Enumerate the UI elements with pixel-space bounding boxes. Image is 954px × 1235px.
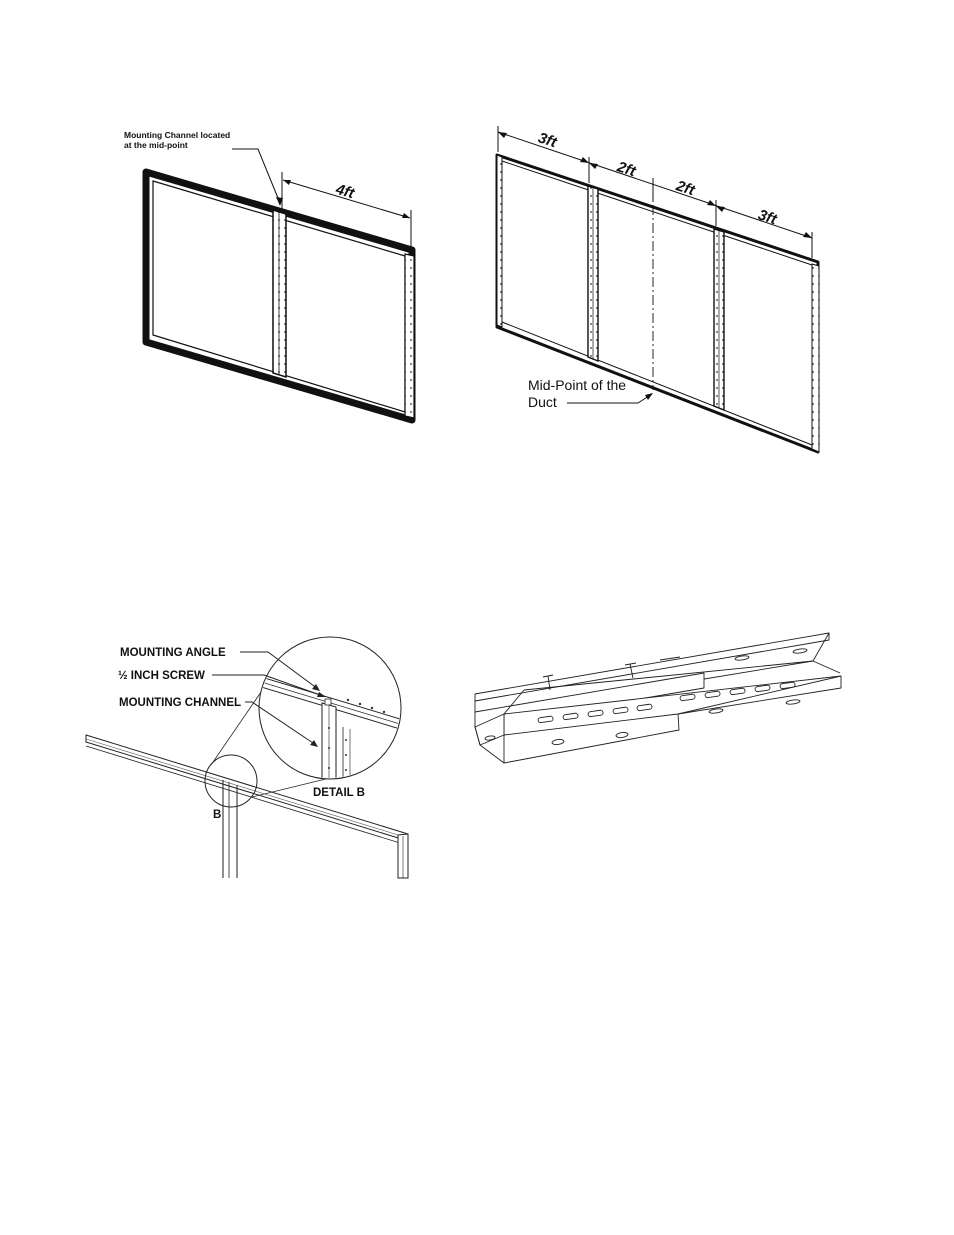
mounting-channel [223, 780, 237, 878]
dimension-label-2ft-right: 2ft [674, 177, 697, 200]
label-mounting-channel: MOUNTING CHANNEL [119, 697, 242, 709]
figure-4-mounting-channel-isometric [475, 633, 841, 763]
callout-leader [232, 149, 280, 203]
dimension-label-3ft-left: 3ft [536, 129, 559, 152]
dimension-label-3ft-right: 3ft [756, 206, 779, 229]
callout-text-line1: Mounting Channel located [124, 130, 231, 140]
label-detail-marker-b: B [213, 809, 222, 821]
dimension-label-2ft-left: 2ft [615, 158, 638, 181]
callout-text-line2: at the mid-point [124, 140, 188, 150]
label-mounting-angle: MOUNTING ANGLE [120, 647, 226, 659]
dimension-label-4ft: 4ft [333, 180, 357, 203]
divider-channel-right [714, 229, 724, 410]
midpoint-label-line1: Mid-Point of the [528, 377, 627, 393]
label-detail-b: DETAIL B [313, 787, 365, 799]
label-half-inch-screw: ½ INCH SCREW [118, 670, 205, 682]
magnified-detail-b [258, 637, 410, 790]
midpoint-leader [567, 394, 652, 403]
divider-channel-left [588, 186, 598, 361]
mounting-channel [273, 210, 286, 377]
midpoint-label-line2: Duct [528, 394, 557, 410]
figure-1-panel-assembly [146, 149, 414, 420]
